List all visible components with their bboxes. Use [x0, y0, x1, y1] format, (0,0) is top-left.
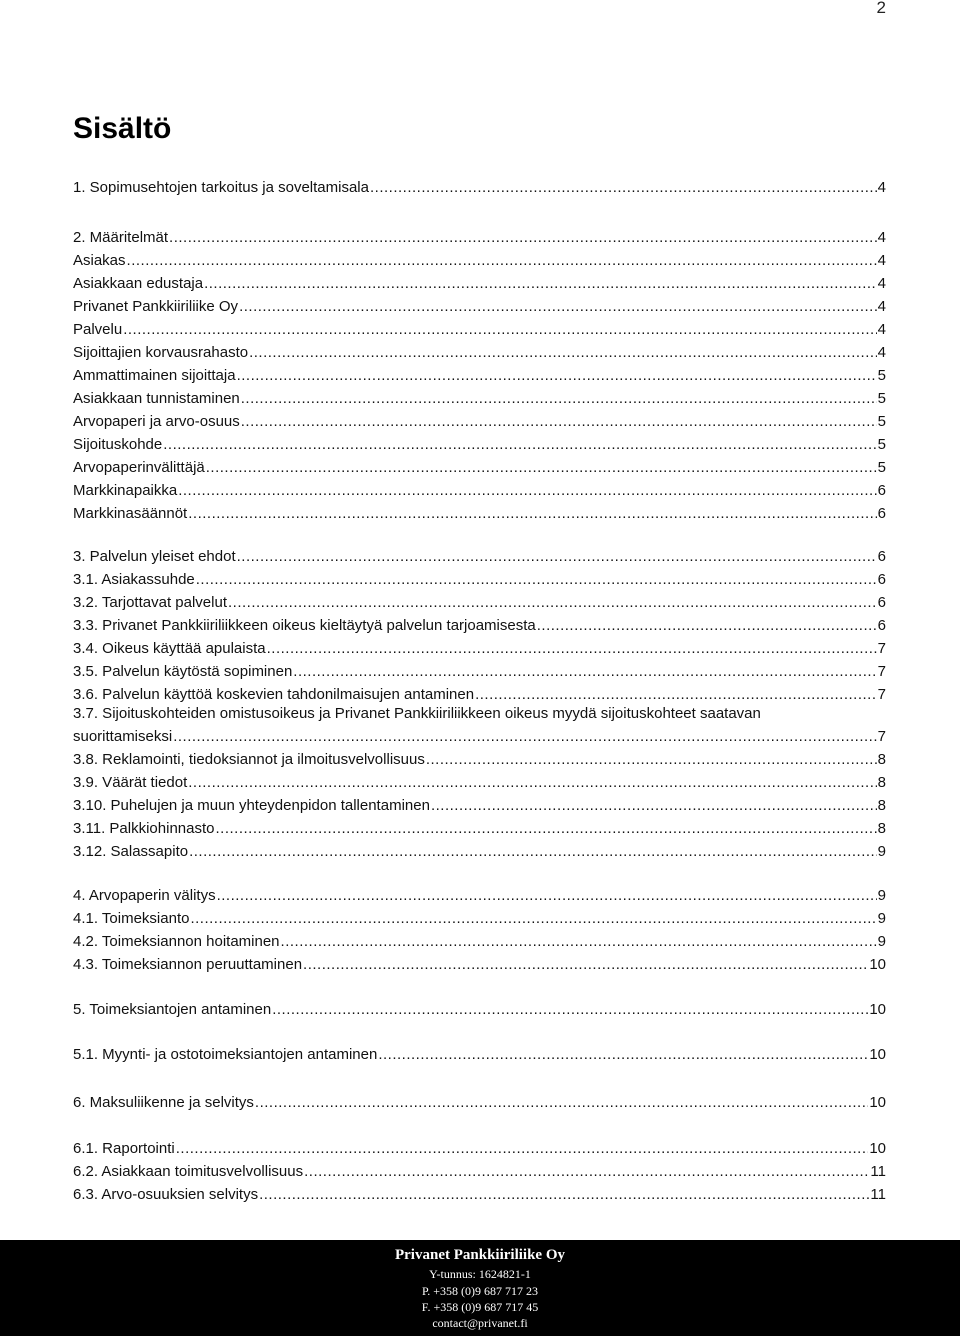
toc-entry-3-7-first-line[interactable] — [73, 704, 886, 724]
toc-dot-leader — [475, 685, 877, 705]
toc-entry[interactable] — [73, 796, 886, 816]
toc-dot-leader — [249, 343, 877, 363]
footer-phone: P. +358 (0)9 687 717 23 — [421, 1284, 539, 1298]
toc-dot-leader — [281, 932, 877, 952]
toc-entry[interactable] — [73, 955, 886, 975]
page-title: Sisältö — [73, 112, 172, 145]
toc-entry-label: 3.11. Palkkiohinnasto — [73, 820, 215, 837]
toc-entry-page: 7 — [877, 663, 886, 680]
toc-entry-label: 3. Palvelun yleiset ehdot — [73, 548, 236, 565]
toc-entry-label: Markkinasäännöt — [73, 505, 188, 522]
toc-entry-label: 3.10. Puhelujen ja muun yhteydenpidon tallentaminen — [73, 797, 430, 814]
footer-email: contact@privanet.fi — [432, 1316, 528, 1330]
toc-entry-label: 1. Sopimusehtojen tarkoitus ja soveltamisala — [73, 179, 369, 196]
toc-dot-leader — [196, 570, 877, 590]
toc-entry-page: 8 — [877, 751, 886, 768]
toc-entry[interactable] — [73, 639, 886, 659]
toc-entry-label: 3.5. Palvelun käytöstä sopiminen — [73, 663, 293, 680]
toc-dot-leader — [431, 796, 877, 816]
toc-dot-leader — [217, 886, 877, 906]
toc-entry[interactable] — [73, 819, 886, 839]
toc-entry[interactable] — [73, 343, 886, 363]
toc-entry[interactable] — [73, 727, 886, 747]
toc-dot-leader — [304, 1162, 869, 1182]
toc-entry-page: 10 — [869, 1001, 886, 1018]
toc-dot-leader — [123, 320, 876, 340]
toc-entry-page: 8 — [877, 797, 886, 814]
toc-entry-page: 10 — [869, 1094, 886, 1111]
toc-entry-page: 6 — [877, 482, 886, 499]
toc-dot-leader — [206, 458, 877, 478]
toc-entry-page: 6 — [877, 505, 886, 522]
toc-dot-leader — [239, 297, 877, 317]
toc-entry[interactable] — [73, 842, 886, 862]
toc-entry-label: 6.1. Raportointi — [73, 1140, 175, 1157]
toc-dot-leader — [378, 1045, 868, 1065]
toc-entry-page: 6 — [877, 594, 886, 611]
toc-entry-page: 5 — [877, 367, 886, 384]
toc-entry-label: Ammattimainen sijoittaja — [73, 367, 236, 384]
toc-entry-page: 4 — [877, 275, 886, 292]
toc-entry-label: 3.7. Sijoituskohteiden omistusoikeus ja Privanet Pankkiiriliikkeen oikeus myydä sijoituskohteet saatavan — [73, 705, 761, 722]
toc-entry-label: 3.3. Privanet Pankkiiriliikkeen oikeus kieltäytyä palvelun tarjoamisesta — [73, 617, 536, 634]
toc-entry-label: 6.2. Asiakkaan toimitusvelvollisuus — [73, 1163, 304, 1180]
toc-entry-label: Asiakas — [73, 252, 126, 269]
toc-dot-leader — [237, 547, 877, 567]
toc-entry-label: 3.12. Salassapito — [73, 843, 189, 860]
toc-entry[interactable] — [73, 773, 886, 793]
toc-entry-label: Arvopaperinvälittäjä — [73, 459, 205, 476]
toc-dot-leader — [293, 662, 876, 682]
toc-entry-label: 4.3. Toimeksiannon peruuttaminen — [73, 956, 303, 973]
toc-dot-leader — [537, 616, 877, 636]
toc-entry-page: 4 — [877, 298, 886, 315]
toc-entry-page: 9 — [877, 933, 886, 950]
toc-entry-page: 6 — [877, 548, 886, 565]
toc-entry[interactable] — [73, 320, 886, 340]
toc-dot-leader — [127, 251, 877, 271]
toc-entry-page: 8 — [877, 774, 886, 791]
toc-entry-page: 4 — [877, 252, 886, 269]
toc-entry-page: 10 — [869, 1140, 886, 1157]
toc-entry[interactable] — [73, 1185, 886, 1205]
toc-entry-label: 5.1. Myynti- ja ostotoimeksiantojen antaminen — [73, 1046, 378, 1063]
toc-entry[interactable] — [73, 1162, 886, 1182]
toc-dot-leader — [169, 228, 877, 248]
footer-business-id: Y-tunnus: 1624821-1 — [429, 1267, 531, 1281]
toc-dot-leader — [189, 842, 877, 862]
toc-entry-page: 10 — [869, 1046, 886, 1063]
toc-entry-page: 8 — [877, 820, 886, 837]
toc-dot-leader — [173, 727, 876, 747]
toc-entry[interactable] — [73, 412, 886, 432]
toc-dot-leader — [303, 955, 868, 975]
toc-dot-leader — [215, 819, 876, 839]
toc-dot-leader — [188, 773, 876, 793]
toc-dot-leader — [190, 909, 876, 929]
toc-entry-page: 4 — [877, 179, 886, 196]
toc-dot-leader — [163, 435, 876, 455]
footer — [0, 1240, 960, 1336]
toc-dot-leader — [259, 1185, 869, 1205]
toc-entry[interactable] — [73, 1000, 886, 1020]
toc-dot-leader — [241, 389, 877, 409]
toc-entry-label: 3.2. Tarjottavat palvelut — [73, 594, 227, 611]
toc-dot-leader — [370, 178, 877, 198]
toc-entry-page: 10 — [869, 956, 886, 973]
page-number: 2 — [876, 0, 886, 17]
toc-entry[interactable] — [73, 297, 886, 317]
toc-entry-label: 6. Maksuliikenne ja selvitys — [73, 1094, 254, 1111]
toc-entry-page: 5 — [877, 436, 886, 453]
toc-entry-label: Privanet Pankkiiriliike Oy — [73, 298, 239, 315]
toc-entry-page: 7 — [877, 728, 886, 745]
toc-entry-page: 4 — [877, 229, 886, 246]
toc-entry-page: 9 — [877, 843, 886, 860]
toc-entry-label: 3.1. Asiakassuhde — [73, 571, 195, 588]
toc-dot-leader — [188, 504, 876, 524]
toc-entry[interactable] — [73, 616, 886, 636]
toc-entry[interactable] — [73, 178, 886, 198]
toc-entry[interactable] — [73, 504, 886, 524]
toc-entry-page: 9 — [877, 887, 886, 904]
toc-entry[interactable] — [73, 570, 886, 590]
toc-entry-label: 4.2. Toimeksiannon hoitaminen — [73, 933, 280, 950]
toc-dot-leader — [272, 1000, 868, 1020]
toc-entry-page: 7 — [877, 640, 886, 657]
toc-entry[interactable] — [73, 481, 886, 501]
toc-dot-leader — [204, 274, 877, 294]
toc-entry[interactable] — [73, 909, 886, 929]
toc-entry-label: Markkinapaikka — [73, 482, 178, 499]
toc-entry-label: Asiakkaan tunnistaminen — [73, 390, 240, 407]
toc-entry-label: 3.9. Väärät tiedot — [73, 774, 188, 791]
toc-entry[interactable] — [73, 685, 886, 705]
toc-entry-page: 11 — [870, 1186, 886, 1203]
toc-entry-page: 5 — [877, 413, 886, 430]
toc-dot-leader — [228, 593, 877, 613]
toc-entry[interactable] — [73, 251, 886, 271]
toc-entry-page: 7 — [877, 686, 886, 703]
toc-entry[interactable] — [73, 547, 886, 567]
toc-entry-page: 9 — [877, 910, 886, 927]
toc-entry-label: 6.3. Arvo-osuuksien selvitys — [73, 1186, 259, 1203]
toc-dot-leader — [178, 481, 876, 501]
toc-entry-page: 6 — [877, 617, 886, 634]
toc-entry-label: 3.8. Reklamointi, tiedoksiannot ja ilmoitusvelvollisuus — [73, 751, 425, 768]
toc-entry-page: 5 — [877, 390, 886, 407]
toc-entry-label: Sijoituskohde — [73, 436, 163, 453]
toc-entry-label: Sijoittajien korvausrahasto — [73, 344, 249, 361]
toc-entry[interactable] — [73, 458, 886, 478]
toc-entry[interactable] — [73, 1093, 886, 1113]
toc-entry-page: 4 — [877, 344, 886, 361]
toc-entry[interactable] — [73, 1139, 886, 1159]
footer-company: Privanet Pankkiiriliike Oy — [394, 1247, 565, 1263]
toc-entry-page: 5 — [877, 459, 886, 476]
toc-entry-label: 4.1. Toimeksianto — [73, 910, 190, 927]
toc-entry-label: Palvelu — [73, 321, 123, 338]
toc-entry-page: 11 — [870, 1163, 886, 1180]
toc-entry[interactable] — [73, 662, 886, 682]
toc-dot-leader — [255, 1093, 868, 1113]
toc-dot-leader — [426, 750, 877, 770]
toc-entry[interactable] — [73, 750, 886, 770]
toc-entry-label: 3.6. Palvelun käyttöä koskevien tahdonilmaisujen antaminen — [73, 686, 475, 703]
footer-fax: F. +358 (0)9 687 717 45 — [421, 1300, 539, 1314]
toc-entry-label: Asiakkaan edustaja — [73, 275, 204, 292]
toc-entry-label: 5. Toimeksiantojen antaminen — [73, 1001, 272, 1018]
toc-entry[interactable] — [73, 886, 886, 906]
toc-entry[interactable] — [73, 274, 886, 294]
toc-entry[interactable] — [73, 366, 886, 386]
toc-entry[interactable] — [73, 1045, 886, 1065]
toc-entry-label: suorittamiseksi — [73, 728, 173, 745]
toc-dot-leader — [241, 412, 877, 432]
toc-entry[interactable] — [73, 228, 886, 248]
toc-dot-leader — [176, 1139, 869, 1159]
toc-entry[interactable] — [73, 593, 886, 613]
toc-entry-page: 4 — [877, 321, 886, 338]
toc-entry-label: Arvopaperi ja arvo-osuus — [73, 413, 240, 430]
toc-entry-page: 6 — [877, 571, 886, 588]
toc-entry-label: 4. Arvopaperin välitys — [73, 887, 216, 904]
toc-entry-label: 3.4. Oikeus käyttää apulaista — [73, 640, 266, 657]
toc-entry-label: 2. Määritelmät — [73, 229, 169, 246]
toc-entry[interactable] — [73, 932, 886, 952]
toc-dot-leader — [267, 639, 877, 659]
toc-entry[interactable] — [73, 435, 886, 455]
toc-entry[interactable] — [73, 389, 886, 409]
toc-dot-leader — [237, 366, 877, 386]
